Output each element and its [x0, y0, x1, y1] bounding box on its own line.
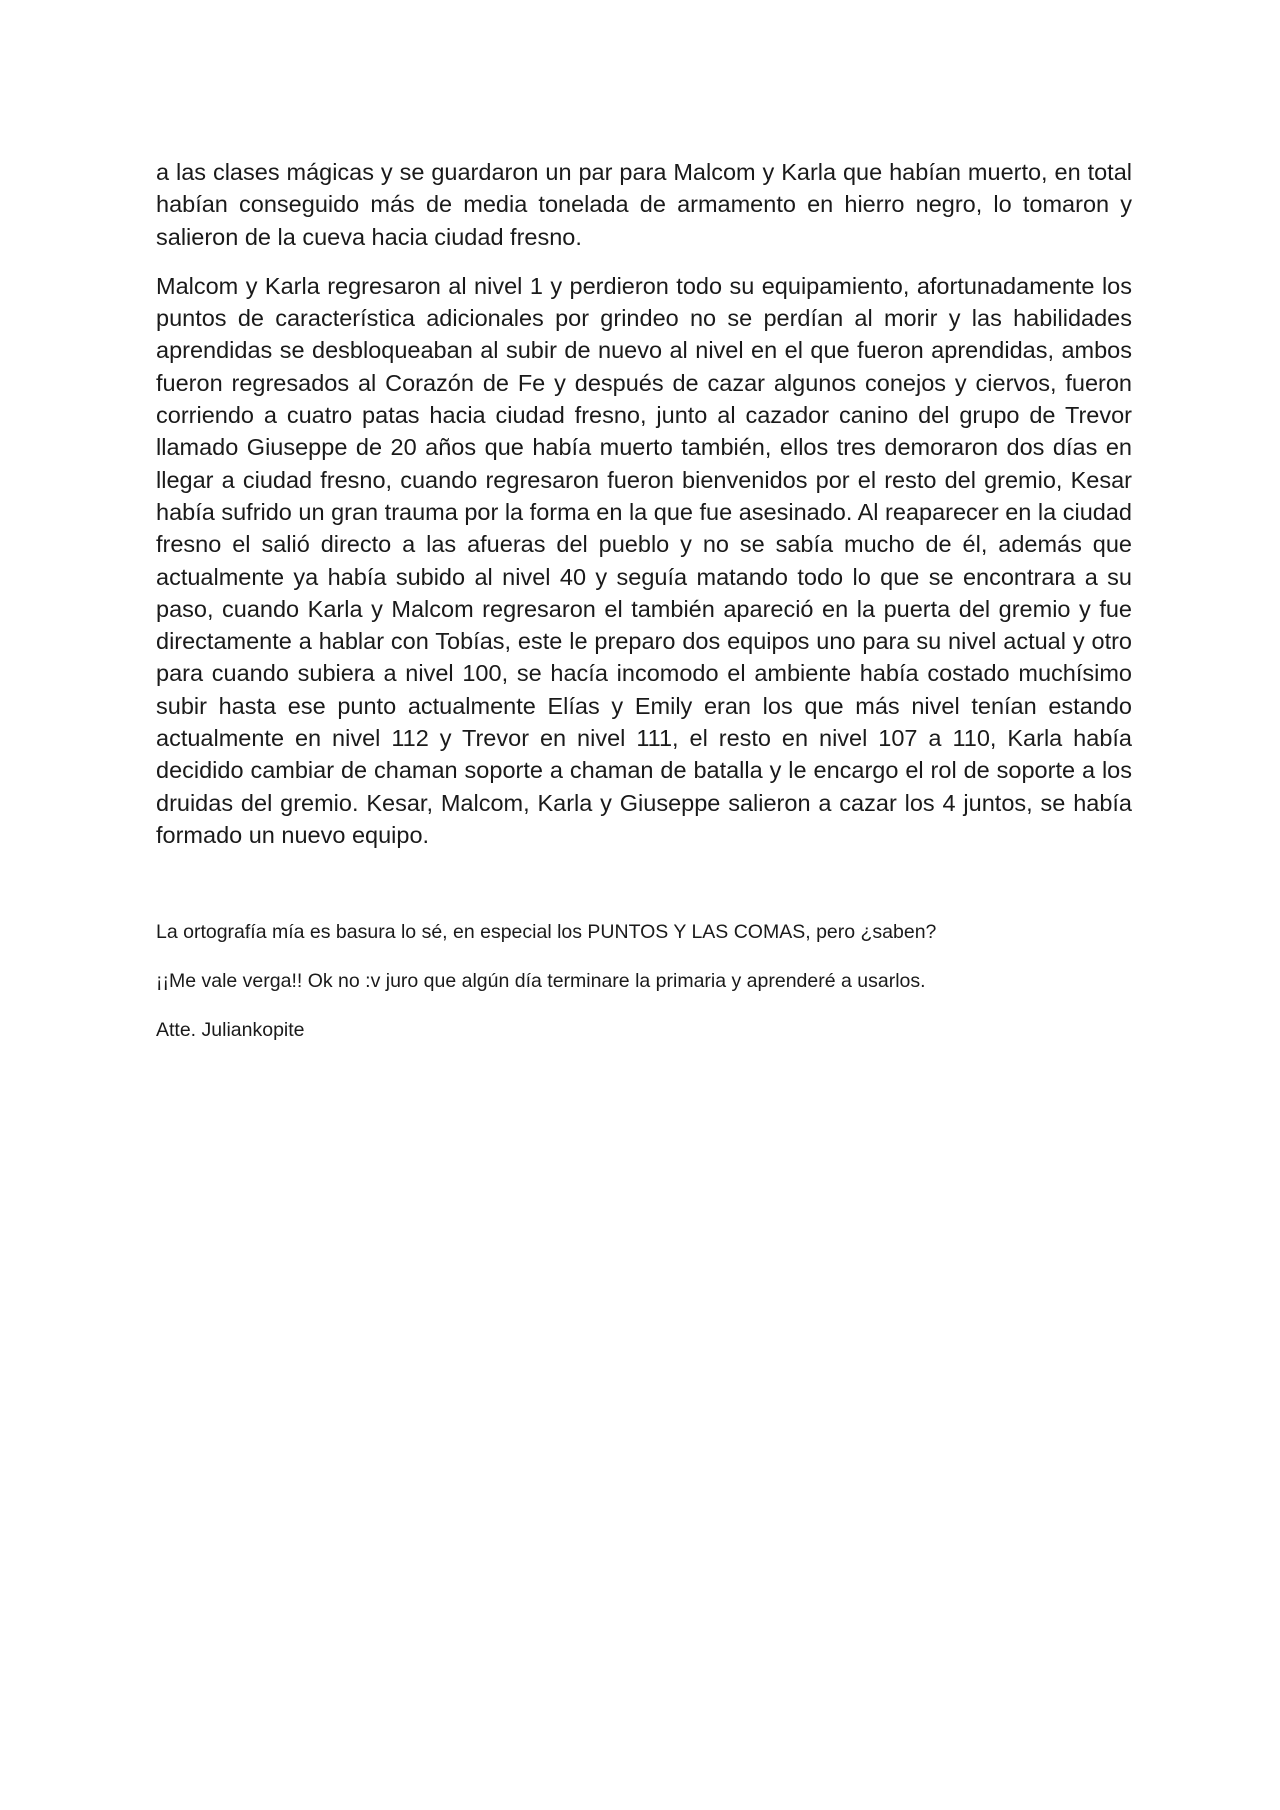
paragraph-1: a las clases mágicas y se guardaron un par para Malcom y Karla que habían muerto, en total habían conseguido más de media tonelada de armamento en hierro negro, lo tomaron y salieron de la cueva hacia ciudad fresno. — [156, 159, 1132, 250]
author-notes — [156, 918, 1132, 1065]
author-signature: Atte. Juliankopite — [156, 1019, 305, 1041]
author-note-joke: ¡¡Me vale verga!! Ok no :v juro que algún día terminare la primaria y aprenderé a usarlos. — [156, 970, 926, 992]
paragraph-2: Malcom y Karla regresaron al nivel 1 y perdieron todo su equipamiento, afortunadamente los puntos de característica adicionales por grindeo no se perdían al morir y las habilidades aprendidas se desbloqueaban al subir de nuevo al nivel en el que fueron aprendidas, ambos fueron regresados al Corazón de Fe y después de cazar algunos conejos y ciervos, fueron corriendo a cuatro patas hacia ciudad fresno, junto al cazador canino del grupo de Trevor llamado Giuseppe de 20 años que había muerto también, ellos tres demoraron dos días en llegar a ciudad fresno, cuando regresaron fueron bienvenidos por el resto del gremio, Kesar había sufrido un gran trauma por la forma en la que fue asesinado. Al reaparecer en la ciudad fresno el salió directo a las afueras del pueblo y no se sabía mucho de él, además que actualmente ya había subido al nivel 40 y seguía matando todo lo que se encontrara a su paso, cuando Karla y Malcom regresaron el también apareció en la puerta del gremio y fue directamente a hablar con Tobías, este le preparo dos equipos uno para su nivel actual y otro para cuando subiera a nivel 100, se hacía incomodo el ambiente había costado muchísimo subir hasta ese punto actualmente Elías y Emily eran los que más nivel tenían estando actualmente en nivel 112 y Trevor en nivel 111, el resto en nivel 107 a 110, Karla había decidido cambiar de chaman soporte a chaman de batalla y le encargo el rol de soporte a los druidas del gremio. Kesar, Malcom, Karla y Giuseppe salieron a cazar los 4 juntos, se había formado un nuevo equipo. — [156, 272, 1132, 848]
author-note-spelling: La ortografía mía es basura lo sé, en especial los PUNTOS Y LAS COMAS, pero ¿saben? — [156, 921, 937, 943]
story-body — [156, 156, 1132, 868]
